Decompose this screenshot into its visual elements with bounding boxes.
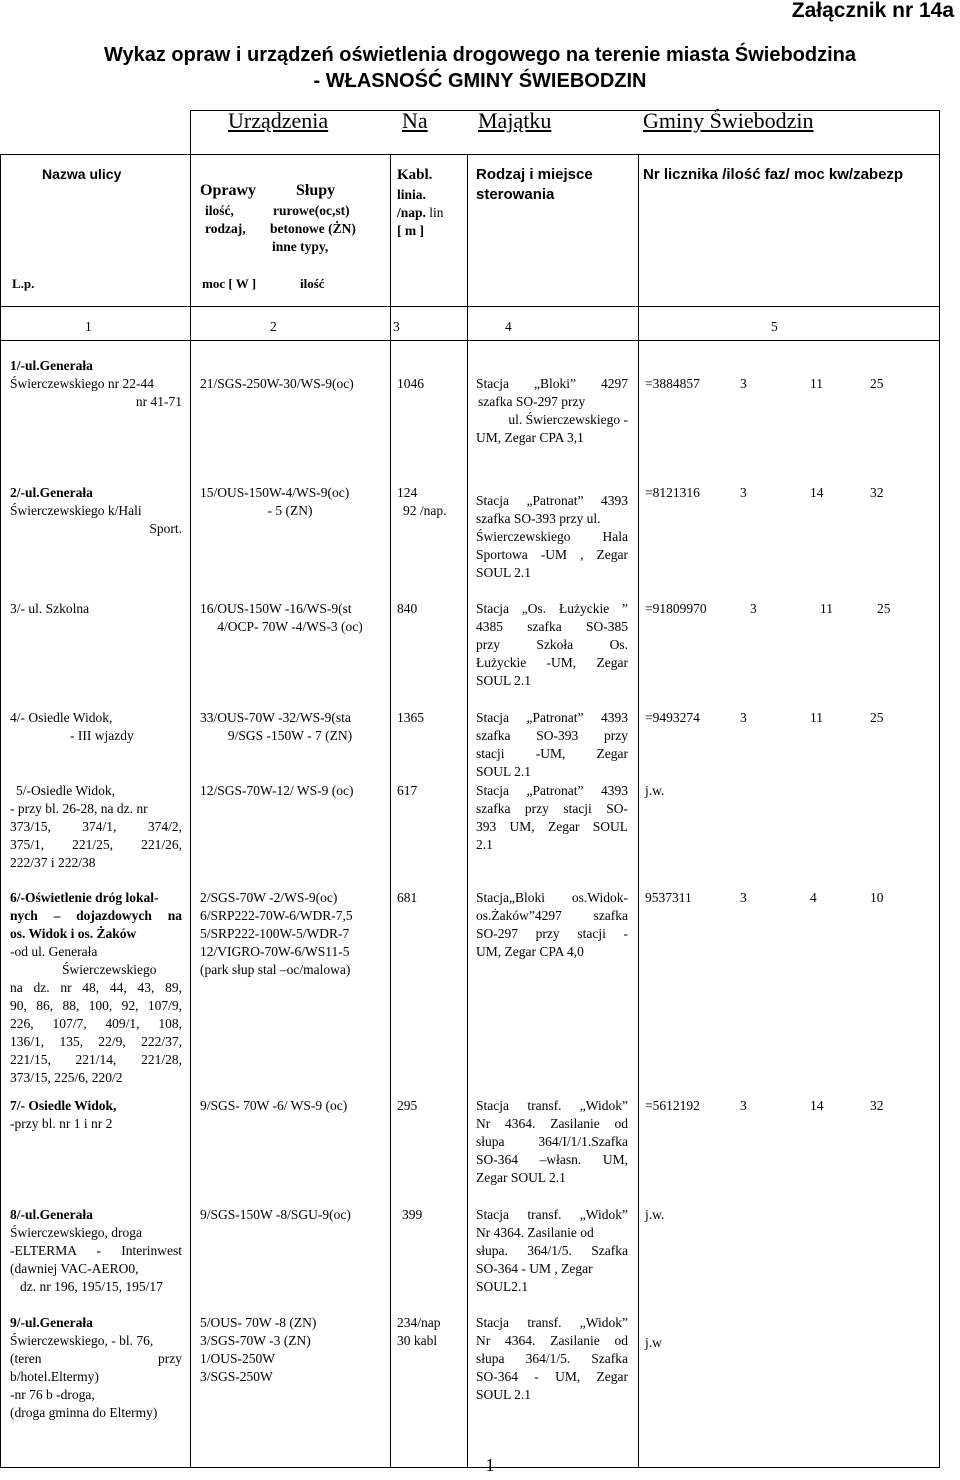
meter-power: 14 [810,485,824,500]
table-right-border [939,154,940,1468]
header-oprawy: Oprawy [200,182,256,199]
street-line: Świerczewskiego, - bl. 76, [10,1333,154,1348]
table-row-7-control [476,1097,628,1187]
street-line: Świerczewskiego, droga [10,1225,142,1240]
colnum-4: 4 [505,319,512,334]
street-line: (teren przy [10,1351,182,1366]
meter-number: j.w. [645,1207,665,1222]
table-row-7-cable [397,1097,417,1115]
table-row-2-control [476,492,628,582]
fixture-line: 5/OUS- 70W -8 (ZN) [200,1315,317,1330]
street-line: 1/-ul.Generała [10,358,93,373]
meter-number: =8121316 [645,485,700,500]
street-line: os. Widok i os. Żaków [10,926,137,941]
street-line: nych – dojazdowych na [10,908,182,923]
cable-line: 617 [397,783,418,798]
meter-number: j.w. [645,783,665,798]
street-line: 6/-Oświetlenie dróg lokal- [10,890,159,905]
table-row-4-fixtures [200,709,380,745]
header-street-name: Nazwa ulicy [42,166,122,182]
street-line: -przy bl. nr 1 i nr 2 [10,1116,113,1131]
header-betonowe: betonowe (ŻN) [270,221,356,236]
control-line: Stacja„Bloki os.Widok- [476,890,628,905]
street-line: 3/- ul. Szkolna [10,601,90,616]
table-row-8-control [476,1206,628,1296]
meter-phases: 3 [750,601,757,616]
header-lin: lin [425,205,444,220]
street-line: Sport. [149,521,182,536]
table-row-6-fixtures [200,889,382,979]
control-line: UM, Zegar CPA 4,0 [476,944,584,959]
table-row-5-meter [645,782,664,800]
header-moc: moc [ W ] [202,276,257,291]
table-row-5-street [10,782,182,872]
control-line: Stacja transf. „Widok” [476,1207,628,1222]
cable-line: 30 kabl [397,1333,438,1348]
control-line: Stacja „Os. Łużyckie ” [476,601,628,616]
control-line: szafka SO-393 przy [476,728,628,743]
fixture-line: 2/SGS-70W -2/WS-9(oc) [200,890,338,905]
table-row-9-fixtures [200,1314,316,1386]
street-line: 226, 107/7, 409/1, 108, [10,1016,182,1031]
table-row-4-street [10,709,182,745]
street-line: 373/15, 225/6, 220/2 [10,1070,123,1085]
meter-number: j.w [645,1335,662,1350]
table-row-6-street [10,889,182,1087]
banner-word-urzadzenia: Urządzenia [228,108,329,133]
fixture-line: 5/SRP222-100W-5/WDR-7 [200,926,350,941]
street-line: - III wjazdy [70,728,134,743]
street-line: Świerczewskiego nr 22-44 [10,376,154,391]
fixture-line: 16/OUS-150W -16/WS-9(st [200,601,352,616]
street-line: 373/15, 374/1, 374/2, [10,819,182,834]
meter-fuse: 32 [870,485,884,500]
document-title-line2: - WŁASNOŚĆ GMINY ŚWIEBODZIN [313,70,647,92]
cable-line: 681 [397,890,418,905]
control-line: Stacja „Patronat” 4393 [476,493,628,508]
control-line: Zegar SOUL 2.1 [476,1170,566,1185]
header-ilosc: ilość, [205,203,234,218]
cable-line: 840 [397,601,418,616]
control-line: Stacja „Patronat” 4393 [476,783,628,798]
street-line: -ELTERMA - Interinwest [10,1243,182,1258]
colnum-1: 1 [85,319,92,334]
street-line: 7/- Osiedle Widok, [10,1098,117,1113]
table-row-9-cable [397,1314,441,1350]
meter-number: =3884857 [645,376,700,391]
meter-power: 4 [810,890,817,905]
cable-line: 234/nap [397,1315,441,1330]
page-number: 1 [485,1455,495,1475]
control-line: stacji -UM, Zegar [476,746,628,761]
table-row-1-fixtures [200,375,354,393]
street-line: 221/15, 221/14, 221/28, [10,1052,182,1067]
street-line: 5/-Osiedle Widok, [16,783,115,798]
control-line: SOUL 2.1 [476,673,532,688]
control-line: SO-364 - UM, Zegar [476,1369,628,1384]
control-line: UM, Zegar CPA 3,1 [476,430,584,445]
control-line: 2.1 [476,837,493,852]
header-kabl: Kabl. [397,167,433,183]
table-row-8-fixtures [200,1206,351,1224]
fixture-line: 12/VIGRO-70W-6/WS11-5 [200,944,350,959]
meter-number: =9493274 [645,710,700,725]
meter-fuse: 32 [870,1098,884,1113]
table-row-4-cable [397,709,424,727]
meter-phases: 3 [740,485,747,500]
street-line: -nr 76 b -droga, [10,1387,95,1402]
fixture-line: 9/SGS-150W -8/SGU-9(oc) [200,1207,351,1222]
header-meter: Nr licznika /ilość faz/ moc kw/zabezp [643,166,904,183]
header-linia: linia. [397,187,426,202]
fixture-line: 9/SGS -150W - 7 (ZN) [227,728,353,743]
control-line: SOUL 2.1 [476,764,532,779]
table-row-8-meter [645,1206,664,1224]
street-line: 4/- Osiedle Widok, [10,710,113,725]
street-line: 375/1, 221/25, 221/26, [10,837,182,852]
control-line: słupa 364/I/1/1.Szafka [476,1134,628,1149]
cable-line: 1046 [397,376,424,391]
table-row-8-street [10,1206,182,1296]
table-top-border [0,154,940,155]
table-row-9-meter [645,1334,662,1352]
column-divider-3 [467,154,468,1468]
table-row-1-cable [397,375,424,393]
table-row-9-control [476,1314,628,1404]
cable-line: 92 /nap. [403,503,447,518]
control-line: Świerczewskiego Hala [476,529,628,544]
table-row-3-cable [397,600,417,618]
colnum-bottom-border [0,340,940,341]
table-row-5-fixtures [200,782,354,800]
control-line: SOUL 2.1 [476,565,532,580]
table-row-2-cable [397,484,447,520]
fixture-line: (park słup stal –oc/malowa) [200,962,351,977]
annex-label: Załącznik nr 14a [791,0,954,22]
table-row-6-cable [397,889,417,907]
control-line: Sportowa -UM , Zegar [476,547,628,562]
meter-fuse: 25 [870,376,884,391]
meter-fuse: 25 [877,601,891,616]
street-line: 8/-ul.Generała [10,1207,93,1222]
control-line: szafka przy stacji SO- [476,801,628,816]
control-line: SO-364 –własn. UM, [476,1152,628,1167]
meter-power: 14 [810,1098,824,1113]
fixture-line: - 5 (ZN) [267,503,313,518]
street-line: (droga gminna do Eltermy) [10,1405,158,1420]
table-row-2-fixtures [200,484,380,520]
table-row-5-control [476,782,628,854]
table-row-2-street [10,484,182,538]
street-line: Świerczewskiego [62,962,157,977]
meter-power: 11 [820,601,833,616]
header-meters: [ m ] [397,223,424,238]
header-nap-lin [397,204,444,222]
banner-word-gminy: Gminy Świebodzin [643,108,814,133]
cable-line: 1365 [397,710,424,725]
column-divider-2 [390,154,391,1468]
header-control-line2: sterowania [476,186,555,203]
control-line: Stacja „Bloki” 4297 [476,376,628,391]
colnum-3: 3 [393,319,400,334]
street-line: Świerczewskiego k/Hali [10,503,142,518]
document-title-line1: Wykaz opraw i urządzeń oświetlenia drogowego na terenie miasta Świebodzina [103,44,857,66]
cable-line: 124 [397,485,418,500]
meter-phases: 3 [740,1098,747,1113]
street-line: - przy bl. 26-28, na dz. nr [10,801,148,816]
street-line: 9/-ul.Generała [10,1315,93,1330]
street-line: -od ul. Generała [10,944,98,959]
control-line: Łużyckie -UM, Zegar [476,655,628,670]
fixture-line: 3/SGS-70W -3 (ZN) [200,1333,311,1348]
street-line: b/hotel.Eltermy) [10,1369,99,1384]
control-line: SOUL 2.1 [476,1387,532,1402]
street-line: (dawniej VAC-AERO0, [10,1261,139,1276]
meter-phases: 3 [740,710,747,725]
control-line: szafka SO-297 przy [478,394,586,409]
header-ilosc-bottom: ilość [300,276,325,291]
table-row-4-control [476,709,628,781]
cable-line: 295 [397,1098,418,1113]
meter-fuse: 25 [870,710,884,725]
fixture-line: 12/SGS-70W-12/ WS-9 (oc) [200,783,354,798]
control-line: SO-297 przy stacji - [476,926,628,941]
table-row-7-fixtures [200,1097,347,1115]
header-bottom-border [0,306,940,307]
column-divider-4 [638,154,639,1468]
table-row-3-control [476,600,628,690]
fixture-line: 4/OCP- 70W -4/WS-3 (oc) [217,619,363,634]
street-line: 2/-ul.Generała [10,485,93,500]
control-line: Nr 4364. Zasilanie od [476,1116,628,1131]
table-row-1-control [476,375,628,447]
colnum-5: 5 [771,319,778,334]
control-line: przy Szkoła Os. [476,637,628,652]
fixture-line: 33/OUS-70W -32/WS-9(sta [200,710,351,725]
table-left-border [0,154,1,1468]
fixture-line: 15/OUS-150W-4/WS-9(oc) [200,485,350,500]
cable-line: 399 [402,1207,423,1222]
street-line: na dz. nr 48, 44, 43, 89, [10,980,182,995]
header-lp: L.p. [12,276,35,291]
colnum-2: 2 [270,319,277,334]
control-line: Stacja transf. „Widok” [476,1098,628,1113]
control-line: 4385 szafka SO-385 [476,619,628,634]
street-line: nr 41-71 [135,394,182,409]
header-inne-typy: inne typy, [272,239,329,254]
meter-power: 11 [810,710,823,725]
header-nap: /nap. [397,205,426,220]
control-line: ul. Świerczewskiego - [508,412,628,427]
street-line: 222/37 i 222/38 [10,855,96,870]
table-row-7-street [10,1097,182,1133]
table-row-8-cable [402,1206,422,1224]
table-row-6-control [476,889,628,961]
meter-fuse: 10 [870,890,884,905]
street-line: dz. nr 196, 195/15, 195/17 [20,1279,163,1294]
table-row-5-cable [397,782,417,800]
control-line: słupa. 364/1/5. Szafka [476,1243,628,1258]
control-line: słupa 364/1/5. Szafka [476,1351,628,1366]
meter-number: 9537311 [645,890,692,905]
meter-number: =91809970 [645,601,707,616]
control-line: SO-364 - UM , Zegar [476,1261,593,1276]
street-line: 90, 86, 88, 100, 92, 107/9, [10,998,182,1013]
meter-power: 11 [810,376,823,391]
control-line: szafka SO-393 przy ul. [476,511,601,526]
control-line: Stacja transf. „Widok” [476,1315,628,1330]
control-line: 393 UM, Zegar SOUL [476,819,628,834]
meter-phases: 3 [740,376,747,391]
control-line: SOUL2.1 [476,1279,529,1294]
control-line: Nr 4364. Zasilanie od [476,1333,628,1348]
banner-word-na: Na [402,108,428,133]
meter-number: =5612192 [645,1098,700,1113]
column-divider-1 [190,154,191,1468]
street-line: 136/1, 135, 22/9, 222/37, [10,1034,182,1049]
table-row-3-fixtures [200,600,380,636]
fixture-line: 1/OUS-250W [200,1351,275,1366]
table-row-3-street [10,600,182,618]
fixture-line: 6/SRP222-70W-6/WDR-7,5 [200,908,353,923]
fixture-line: 21/SGS-250W-30/WS-9(oc) [200,376,354,391]
fixture-line: 3/SGS-250W [200,1369,273,1384]
meter-phases: 3 [740,890,747,905]
control-line: Nr 4364. Zasilanie od [476,1225,594,1240]
table-row-1-street [10,357,182,411]
header-slupy: Słupy [296,182,336,199]
banner-word-majatku: Majątku [478,108,552,133]
control-line: Stacja „Patronat” 4393 [476,710,628,725]
fixture-line: 9/SGS- 70W -6/ WS-9 (oc) [200,1098,348,1113]
header-rurowe: rurowe(oc,st) [273,203,350,218]
table-row-9-street [10,1314,182,1422]
header-rodzaj: rodzaj, [205,221,246,236]
header-control-line1: Rodzaj i miejsce [476,166,593,183]
control-line: os.Żaków”4297 szafka [476,908,628,923]
